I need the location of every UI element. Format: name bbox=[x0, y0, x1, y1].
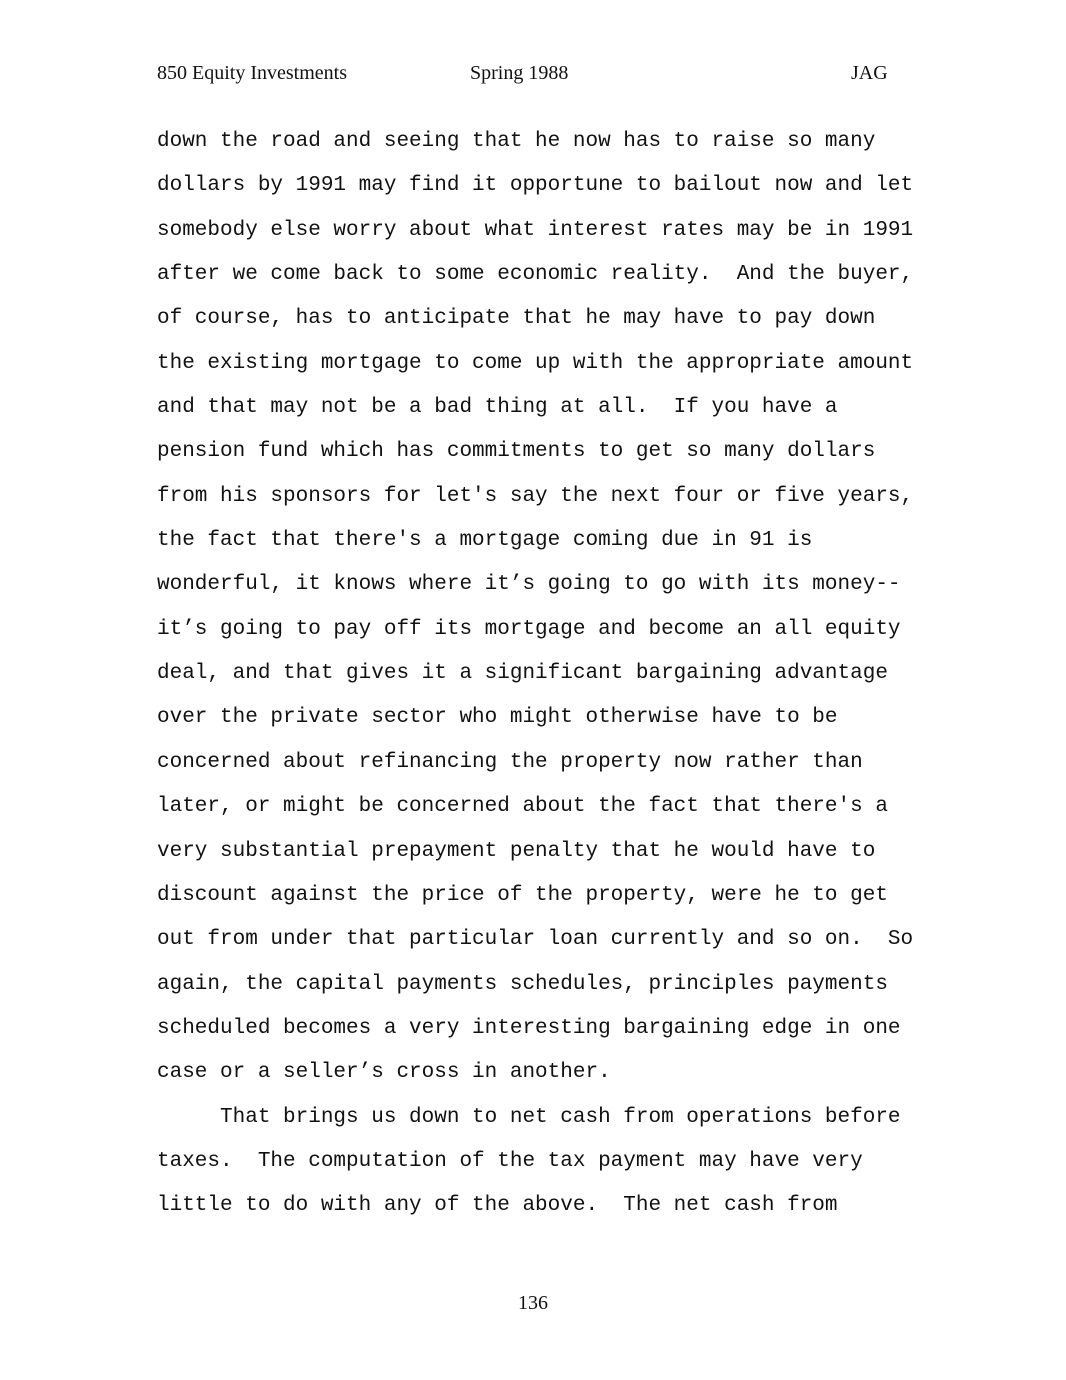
text-line: deal, and that gives it a significant bargaining advantage bbox=[157, 662, 888, 686]
text-line: little to do with any of the above. The net cash from bbox=[157, 1194, 838, 1218]
text-line: wonderful, it knows where it’s going to go with its money-- bbox=[157, 573, 901, 597]
text-line: from his sponsors for let's say the next four or five years, bbox=[157, 484, 914, 508]
text-line: concerned about refinancing the property now rather than bbox=[157, 750, 863, 774]
text-line: very substantial prepayment penalty that he would have to bbox=[157, 839, 876, 863]
page-number: 136 bbox=[518, 1292, 548, 1314]
text-line: discount against the price of the property, were he to get bbox=[157, 883, 888, 907]
text-line: down the road and seeing that he now has to raise so many bbox=[157, 130, 876, 153]
text-line: That brings us down to net cash from operations before bbox=[157, 1105, 901, 1129]
text-line: over the private sector who might otherwise have to be bbox=[157, 706, 838, 730]
text-line: after we come back to some economic reality. And the buyer, bbox=[157, 263, 914, 287]
transcript-body bbox=[157, 120, 917, 1229]
text-line: later, or might be concerned about the fact that there's a bbox=[157, 795, 888, 819]
header-term: Spring 1988 bbox=[470, 62, 569, 84]
text-line: case or a seller’s cross in another. bbox=[157, 1061, 611, 1085]
text-line: of course, has to anticipate that he may have to pay down bbox=[157, 307, 876, 331]
text-line: it’s going to pay off its mortgage and become an all equity bbox=[157, 617, 901, 641]
text-line: dollars by 1991 may find it opportune to bailout now and let bbox=[157, 174, 914, 198]
text-line: pension fund which has commitments to get so many dollars bbox=[157, 440, 876, 464]
text-line: out from under that particular loan currently and so on. So bbox=[157, 928, 914, 952]
text-line: the fact that there's a mortgage coming due in 91 is bbox=[157, 529, 813, 553]
text-line: and that may not be a bad thing at all. If you have a bbox=[157, 396, 838, 420]
text-line: scheduled becomes a very interesting bargaining edge in one bbox=[157, 1016, 901, 1040]
text-line: somebody else worry about what interest rates may be in 1991 bbox=[157, 218, 914, 242]
text-line: taxes. The computation of the tax payment may have very bbox=[157, 1149, 863, 1173]
header-author-initials: JAG bbox=[851, 62, 888, 84]
text-line: again, the capital payments schedules, principles payments bbox=[157, 972, 888, 996]
header-course-title: 850 Equity Investments bbox=[157, 62, 347, 84]
text-line: the existing mortgage to come up with the appropriate amount bbox=[157, 351, 914, 375]
page-header bbox=[0, 62, 1066, 92]
